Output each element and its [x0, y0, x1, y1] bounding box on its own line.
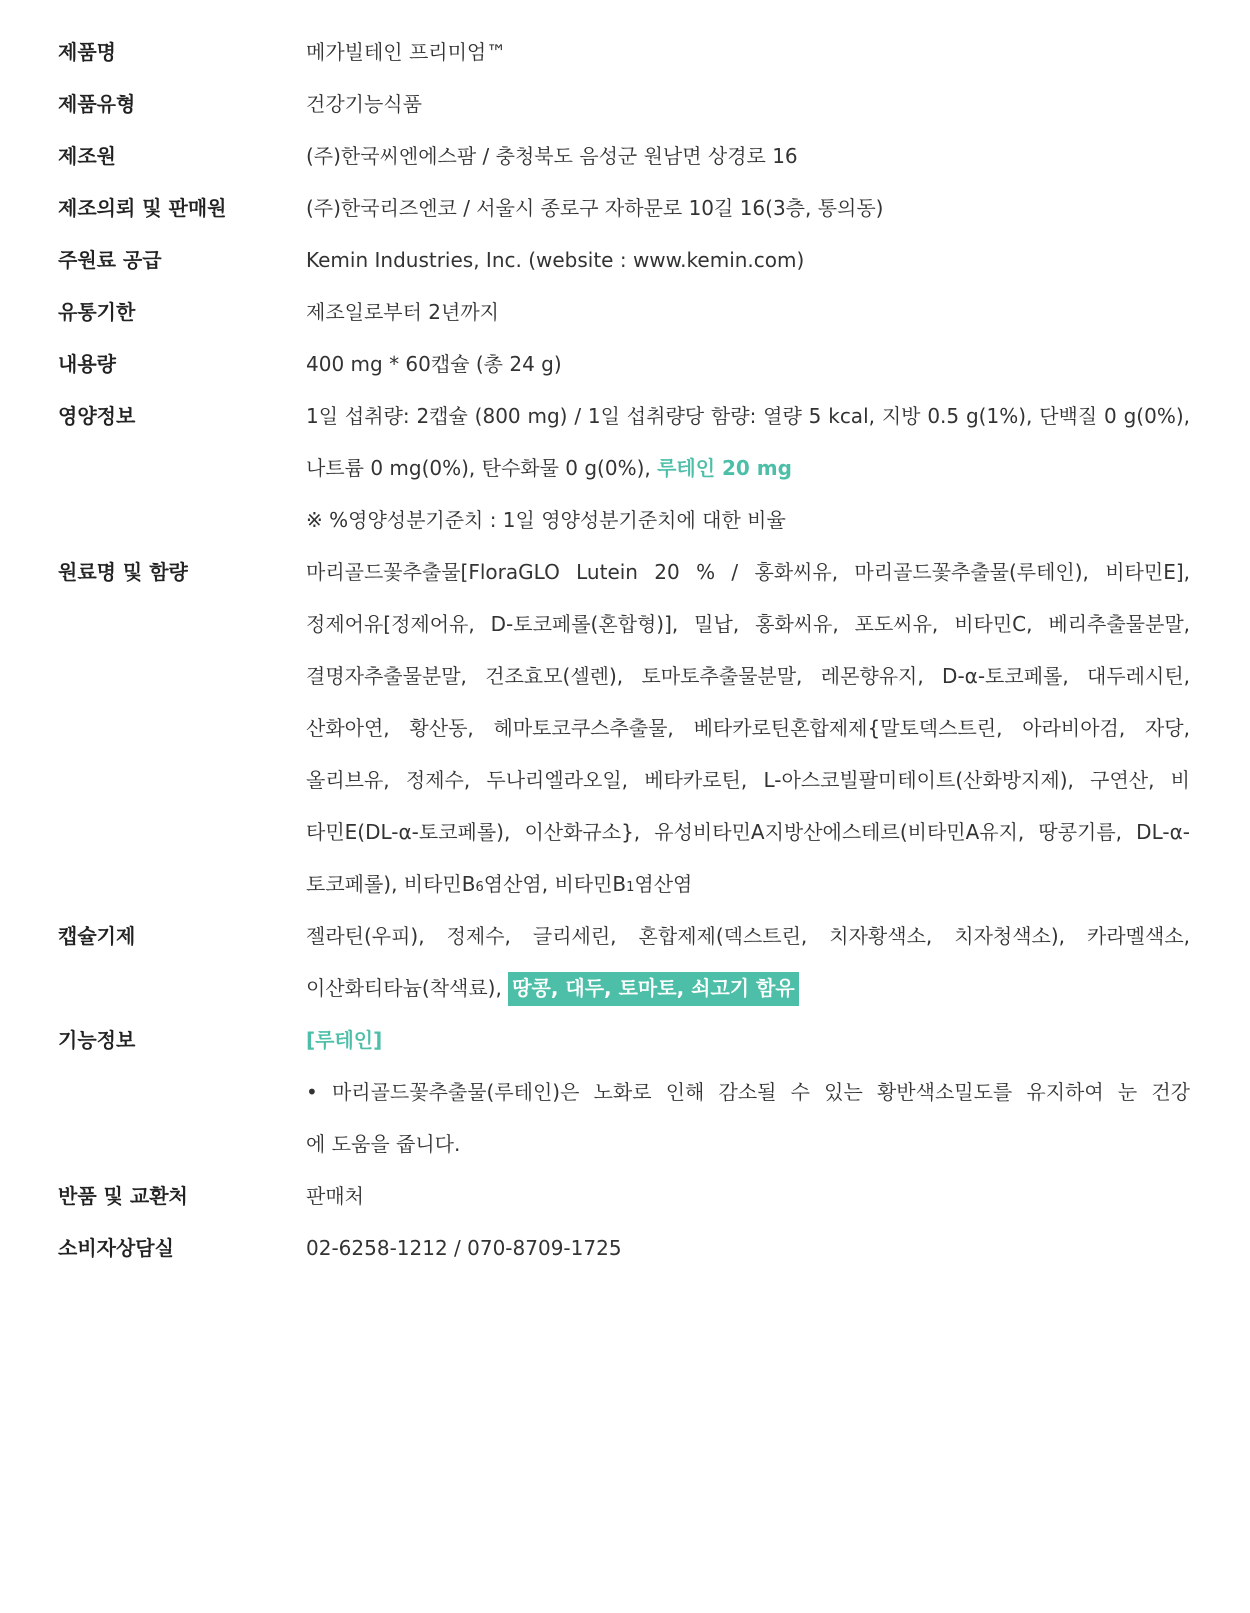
label-consumer: 소비자상담실: [58, 1236, 174, 1260]
value-expiry: 제조일로부터 2년까지: [306, 300, 499, 324]
ingredients-line-1: 마리골드꽃추출물[FloraGLO Lutein 20 % / 홍화씨유, 마리골드꽃추출물(루테인), 비타민E],: [306, 560, 1190, 584]
ingredients-line-7-c: 염산염: [634, 872, 693, 896]
label-function: 기능정보: [58, 1028, 136, 1052]
ingredients-line-6: 타민E(DL-α-토코페롤), 이산화규소}, 유성비타민A지방산에스테르(비타민A유지, 땅콩기름, DL-α-: [306, 820, 1190, 844]
capsule-line-2: [306, 962, 1190, 1014]
label-supplier: 주원료 공급: [58, 248, 162, 272]
ingredients-line-2: 정제어유[정제어유, D-토코페롤(혼합형)], 밀납, 홍화씨유, 포도씨유, 비타민C, 베리추출물분말,: [306, 612, 1190, 636]
row-seller: [58, 182, 1190, 234]
function-heading: [루테인]: [306, 1028, 383, 1052]
value-supplier: Kemin Industries, Inc. (website : www.kemin.com): [306, 248, 805, 272]
row-manufacturer: [58, 130, 1190, 182]
value-returns: 판매처: [306, 1184, 364, 1208]
label-capsule: 캡슐기제: [58, 924, 136, 948]
ingredients-line-3: 결명자추출물분말, 건조효모(셀렌), 토마토추출물분말, 레몬향유지, D-α-토코페롤, 대두레시틴,: [306, 664, 1190, 688]
value-manufacturer: (주)한국씨엔에스팜 / 충청북도 음성군 원남면 상경로 16: [306, 144, 798, 168]
allergen-badge: 땅콩, 대두, 토마토, 쇠고기 함유: [508, 972, 798, 1006]
product-info-table: [58, 26, 1190, 1274]
function-line-2: 에 도움을 줍니다.: [306, 1132, 461, 1156]
value-product-name: 메가빌테인 프리미엄™: [306, 40, 507, 64]
ingredients-line-7-a: 토코페롤), 비타민B: [306, 872, 476, 896]
value-product-type: 건강기능식품: [306, 92, 422, 116]
nutrition-note: ※ %영양성분기준치 : 1일 영양성분기준치에 대한 비율: [306, 508, 786, 532]
label-nutrition: 영양정보: [58, 404, 136, 428]
nutrition-line-1: 1일 섭취량: 2캡슐 (800 mg) / 1일 섭취량당 함량: 열량 5 kcal, 지방 0.5 g(1%), 단백질 0 g(0%),: [306, 404, 1190, 428]
function-line-1: • 마리골드꽃추출물(루테인)은 노화로 인해 감소될 수 있는 황반색소밀도를 유지하여 눈 건강: [306, 1080, 1190, 1104]
row-product-type: [58, 78, 1190, 130]
label-expiry: 유통기한: [58, 300, 136, 324]
row-ingredients: [58, 546, 1190, 910]
row-product-name: [58, 26, 1190, 78]
lutein-highlight: 루테인 20 mg: [657, 456, 792, 480]
ingredients-line-7: [306, 858, 1190, 910]
label-product-type: 제품유형: [58, 92, 136, 116]
row-capsule: [58, 910, 1190, 1014]
value-content: 400 mg * 60캡슐 (총 24 g): [306, 352, 562, 376]
row-content: [58, 338, 1190, 390]
label-seller: 제조의뢰 및 판매원: [58, 196, 227, 220]
value-seller: (주)한국리즈엔코 / 서울시 종로구 자하문로 10길 16(3층, 통의동): [306, 196, 884, 220]
row-supplier: [58, 234, 1190, 286]
value-consumer: 02-6258-1212 / 070-8709-1725: [306, 1236, 622, 1260]
label-manufacturer: 제조원: [58, 144, 116, 168]
row-function: [58, 1014, 1190, 1170]
ingredients-line-4: 산화아연, 황산동, 헤마토코쿠스추출물, 베타카로틴혼합제제{말토덱스트린, 아라비아검, 자당,: [306, 716, 1190, 740]
nutrition-line-2-text: 나트륨 0 mg(0%), 탄수화물 0 g(0%),: [306, 456, 651, 480]
row-nutrition: [58, 390, 1190, 546]
ingredients-line-7-b: 염산염, 비타민B: [483, 872, 627, 896]
vitamin-b6-subscript: 6: [475, 880, 484, 895]
label-product-name: 제품명: [58, 40, 116, 64]
capsule-line-1: 젤라틴(우피), 정제수, 글리세린, 혼합제제(덱스트린, 치자황색소, 치자청색소), 카라멜색소,: [306, 924, 1190, 948]
label-content: 내용량: [58, 352, 116, 376]
capsule-line-2-text: 이산화티타늄(착색료),: [306, 976, 502, 1000]
vitamin-b1-subscript: 1: [626, 880, 635, 895]
row-expiry: [58, 286, 1190, 338]
nutrition-line-2: [306, 442, 1190, 494]
ingredients-line-5: 올리브유, 정제수, 두나리엘라오일, 베타카로틴, L-아스코빌팔미테이트(산화방지제), 구연산, 비: [306, 768, 1190, 792]
row-consumer: [58, 1222, 1190, 1274]
label-ingredients: 원료명 및 함량: [58, 560, 188, 584]
label-returns: 반품 및 교환처: [58, 1184, 188, 1208]
row-returns: [58, 1170, 1190, 1222]
